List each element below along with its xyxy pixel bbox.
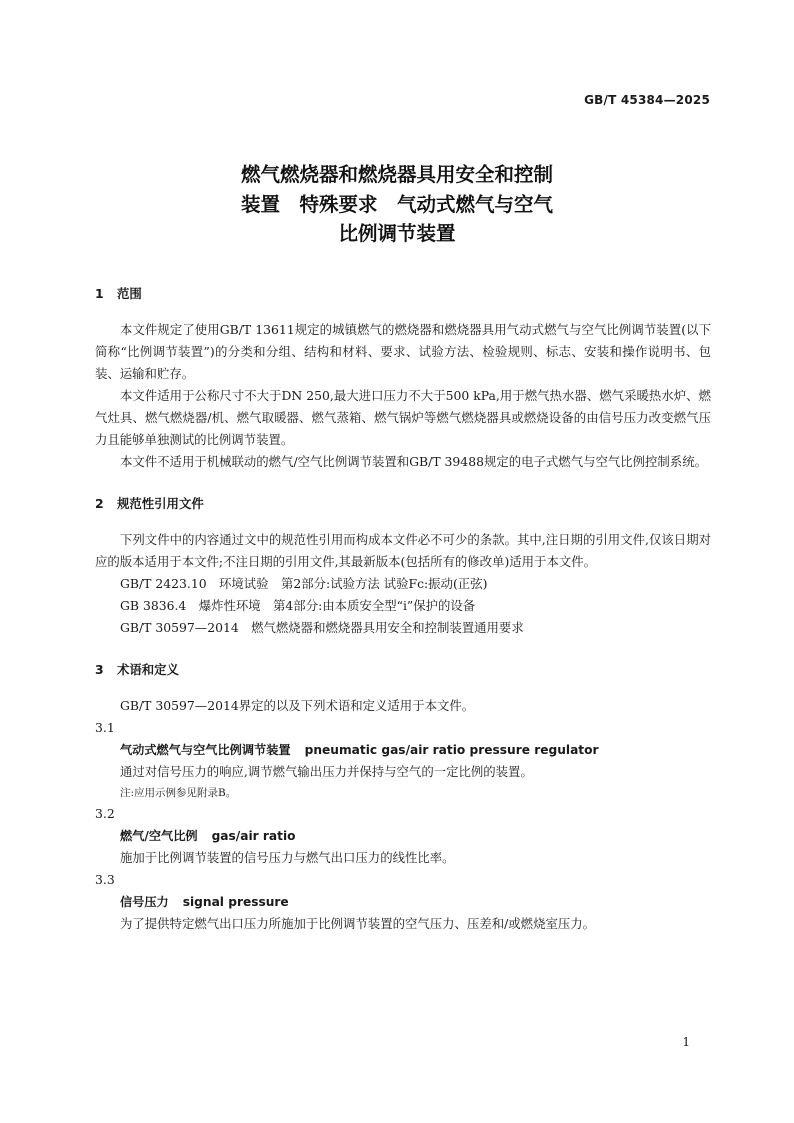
term-note: 注:应用示例参见附录B。 (120, 787, 237, 799)
scope-paragraph-1: 本文件规定了使用GB/T 13611规定的城镇燃气的燃烧器和燃烧器具用气动式燃气与空气比例调节装置(以下简称“比例调节装置”)的分类和分组、结构和材料、要求、试验方法、检验规则、标志、安装和操作说明书、包装、运输和贮存。 (95, 322, 711, 381)
section-1-heading (95, 283, 711, 305)
page-number: 1 (682, 1035, 690, 1049)
term-name-en: gas/air ratio (211, 829, 296, 843)
section-number: 1 (95, 286, 104, 301)
reference-item: GB/T 30597—2014 燃气燃烧器和燃烧器具用安全和控制装置通用要求 (120, 620, 524, 635)
term-name-zh: 燃气/空气比例 (120, 829, 198, 843)
terms-intro: GB/T 30597—2014界定的以及下列术语和定义适用于本文件。 (120, 698, 475, 713)
term-definition: 施加于比例调节装置的信号压力与燃气出口压力的线性比率。 (120, 850, 455, 865)
title-line-2: 装置 特殊要求 气动式燃气与空气 (240, 192, 553, 216)
section-title: 范围 (117, 286, 142, 301)
standard-number: GB/T 45384—2025 (584, 93, 710, 107)
section-2-heading (95, 493, 711, 515)
term-number: 3.2 (95, 806, 115, 821)
term-name-zh: 信号压力 (120, 895, 169, 909)
title-line-3: 比例调节装置 (338, 222, 456, 245)
scope-paragraph-2: 本文件适用于公称尺寸不大于DN 250,最大进口压力不大于500 kPa,用于燃气热水器、燃气采暖热水炉、燃气灶具、燃气燃烧器/机、燃气取暖器、燃气蒸箱、燃气锅炉等燃气燃烧器具或燃烧设备的由信号压力改变燃气压力且能够单独测试的比例调节装置。 (95, 388, 711, 447)
references-intro: 下列文件中的内容通过文中的规范性引用而构成本文件必不可少的条款。其中,注日期的引用文件,仅该日期对应的版本适用于本文件;不注日期的引用文件,其最新版本(包括所有的修改单)适用于本文件。 (95, 532, 711, 569)
reference-item: GB/T 2423.10 环境试验 第2部分:试验方法 试验Fc:振动(正弦) (120, 576, 488, 591)
section-3-heading (95, 659, 711, 681)
term-number: 3.1 (95, 720, 115, 735)
section-title: 规范性引用文件 (117, 496, 204, 511)
term-name-zh: 气动式燃气与空气比例调节装置 (120, 743, 291, 757)
scope-paragraph-3: 本文件不适用于机械联动的燃气/空气比例调节装置和GB/T 39488规定的电子式燃气与空气比例控制系统。 (120, 454, 707, 469)
document-body (95, 283, 711, 935)
section-number: 3 (95, 662, 104, 677)
term-name-en: pneumatic gas/air ratio pressure regulator (304, 743, 599, 757)
term-name (95, 825, 711, 847)
term-name (95, 891, 711, 913)
term-number: 3.3 (95, 872, 115, 887)
term-definition: 为了提供特定燃气出口压力所施加于比例调节装置的空气压力、压差和/或燃烧室压力。 (120, 916, 596, 931)
term-name (95, 739, 711, 761)
section-title: 术语和定义 (117, 662, 179, 677)
reference-item: GB 3836.4 爆炸性环境 第4部分:由本质安全型“i”保护的设备 (120, 598, 476, 613)
term-name-en: signal pressure (182, 895, 289, 909)
document-title (0, 160, 794, 249)
title-line-1: 燃气燃烧器和燃烧器具用安全和控制 (240, 163, 553, 186)
section-number: 2 (95, 496, 104, 511)
term-definition: 通过对信号压力的响应,调节燃气输出压力并保持与空气的一定比例的装置。 (120, 764, 533, 779)
